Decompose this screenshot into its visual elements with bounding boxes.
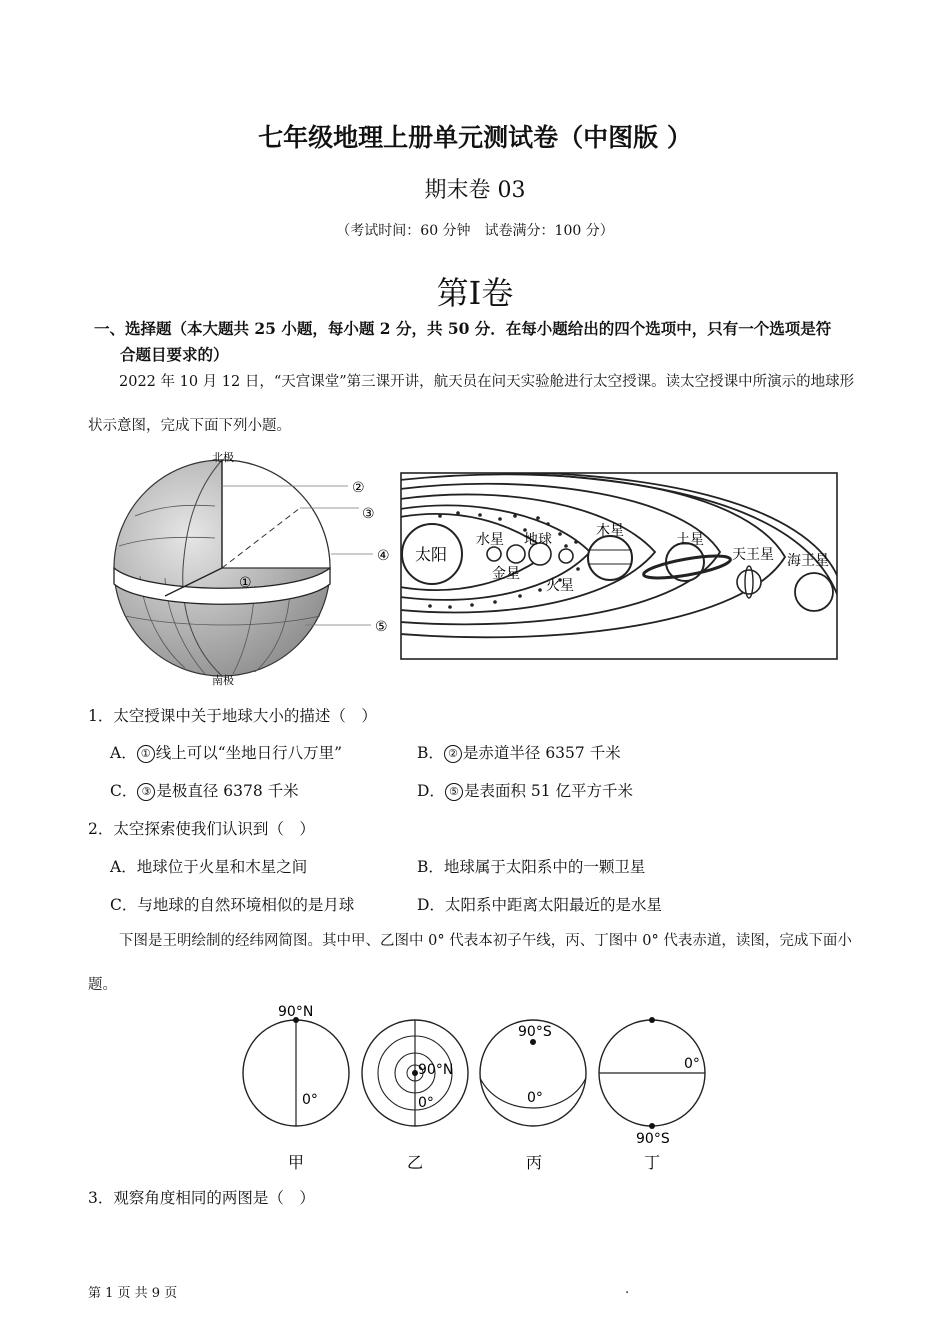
option-mark: ③ [137,783,155,801]
option-letter: B． [417,858,444,876]
option-letter: C． [110,782,138,800]
page-title: 七年级地理上册单元测试卷（中图版 ） [258,123,692,152]
bing-caption: 丙 [526,1153,543,1172]
question-1-stem: 1．太空授课中关于地球大小的描述（ ） [88,707,377,725]
jia-caption: 甲 [288,1153,305,1172]
option-letter: A． [110,744,137,762]
yi-caption: 乙 [407,1153,424,1172]
graticule-diagrams [230,998,730,1178]
uranus-shape [737,570,761,594]
bing-label-0: 0° [527,1090,543,1106]
jia-label-90n: 90°N [278,1004,314,1020]
option-letter: B． [417,744,444,762]
option-letter: A． [110,858,137,876]
ding-caption: 丁 [644,1153,661,1172]
bing-label-90s: 90°S [518,1024,552,1040]
south-pole-label: 南极 [212,674,234,687]
option-text: 地球位于火星和木星之间 [136,858,308,876]
solar-system-diagram [400,472,838,660]
saturn-label: 土星 [676,532,704,548]
question-1-option-b[interactable] [417,741,621,763]
option-text: 是表面积 51 亿平方千米 [463,782,634,800]
footer-dot: . [625,1282,630,1297]
yi-label-0: 0° [418,1095,434,1111]
venus-shape [507,545,525,563]
globe-marker-4: ④ [377,548,390,564]
option-text: 线上可以“坐地日行八万里” [155,744,343,762]
option-mark: ⑤ [445,783,463,801]
diagram-ding [599,1017,705,1172]
mars-label: 火星 [546,578,574,594]
neptune-shape [795,573,833,611]
section-heading-line2: 合题目要求的） [120,345,229,364]
globe-marker-1: ① [239,575,252,591]
option-letter: D． [417,896,445,914]
intro-paragraph-2: 下图是王明绘制的经纬网简图。其中甲、乙图中 0° 代表本初子午线，丙、丁图中 0° 代表赤道，读图，完成下面小题。 [88,933,852,993]
north-pole-label: 北极 [212,451,234,464]
globe-cutaway [222,460,330,568]
question-2-option-d[interactable] [417,893,662,915]
question-1-option-a[interactable] [110,741,342,763]
question-1-option-d[interactable] [417,779,633,801]
uranus-label: 天王星 [732,547,774,563]
question-2-option-c[interactable] [110,893,354,915]
jia-label-0: 0° [302,1092,318,1108]
option-text: 与地球的自然环境相似的是月球 [137,896,355,914]
option-letter: D． [417,782,445,800]
jupiter-label: 木星 [596,523,624,539]
page-subtitle: 期末卷 03 [424,178,526,203]
option-text: 是极直径 6378 千米 [156,782,299,800]
neptune-label: 海王星 [787,553,829,569]
mars-shape [559,549,573,563]
option-letter: C． [110,896,138,914]
yi-label-90n: 90°N [418,1062,454,1078]
exam-info: （考试时间：60 分钟 试卷满分：100 分） [336,223,614,239]
globe-diagram [105,446,405,690]
globe-marker-5: ⑤ [375,619,388,635]
volume-title: 第I卷 [436,274,514,312]
jupiter-shape [588,536,632,580]
option-text: 地球属于太阳系中的一颗卫星 [443,858,646,876]
option-text: 太阳系中距离太阳最近的是水星 [444,896,662,914]
intro-paragraph-1: 2022 年 10 月 12 日，“天宫课堂”第三课开讲，航天员在问天实验舱进行太空授课。读太空授课中所演示的地球形状示意图，完成下面下列小题。 [88,374,855,434]
globe-marker-2: ② [352,480,365,496]
option-text: 是赤道半径 6357 千米 [462,744,621,762]
option-mark: ② [444,745,462,763]
diagram-yi [362,1020,468,1172]
mercury-label: 水星 [476,532,504,548]
globe-marker-3: ③ [362,506,375,522]
question-3-stem: 3．观察角度相同的两图是（ ） [88,1189,315,1207]
question-1-option-c[interactable] [110,779,299,801]
diagram-jia [243,1004,349,1172]
option-mark: ① [137,745,155,763]
page-footer: 第 1 页 共 9 页 [88,1286,178,1301]
ding-label-0: 0° [684,1056,700,1072]
mercury-shape [487,547,501,561]
diagram-bing [480,1020,586,1172]
section-heading-line1: 一、选择题（本大题共 25 小题，每小题 2 分，共 50 分．在每小题给出的四个选项中，只有一个选项是符 [94,319,832,338]
question-2-option-a[interactable] [110,855,307,877]
ding-label-90s: 90°S [636,1131,670,1147]
question-2-stem: 2．太空探索使我们认识到（ ） [88,820,315,838]
venus-label: 金星 [492,566,520,582]
earth-label: 地球 [524,532,552,548]
question-2-option-b[interactable] [417,855,645,877]
sun-label: 太阳 [415,545,448,564]
